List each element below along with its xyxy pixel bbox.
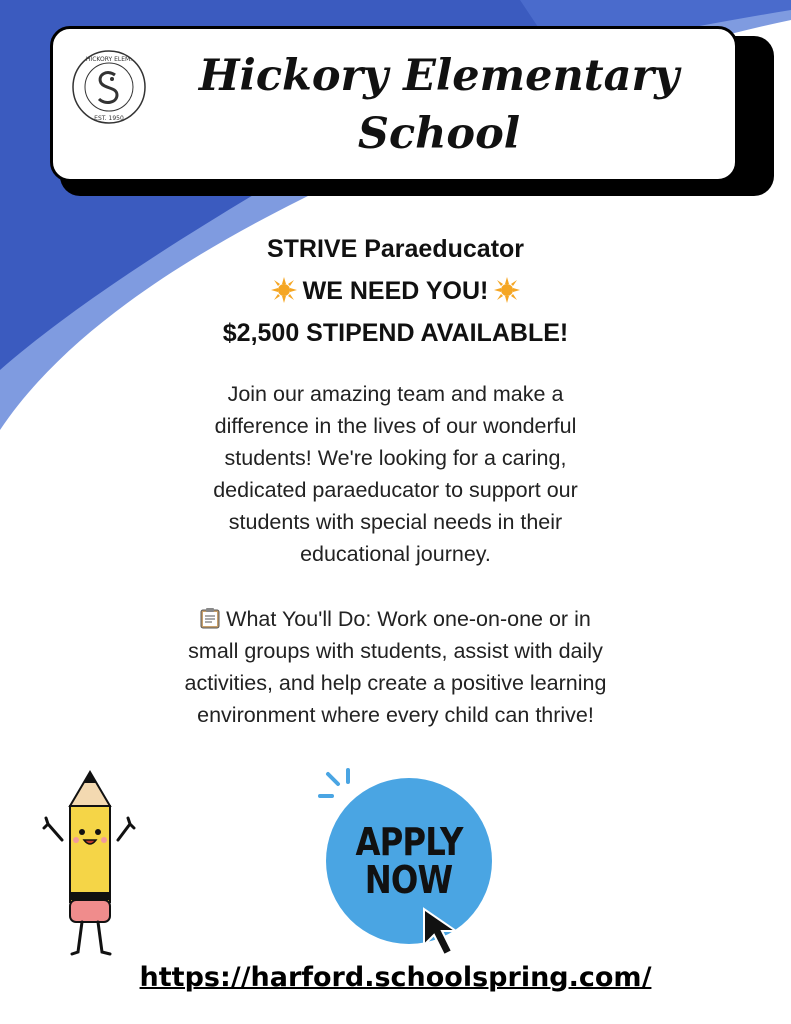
pencil-mascot-illustration [40,768,140,964]
sun-icon [271,277,297,303]
intro-paragraph [140,378,651,570]
intro-line: dedicated paraeducator to support our [213,478,578,502]
sun-icon [494,277,520,303]
school-seal-logo [71,49,147,125]
stipend-line: $2,500 STIPEND AVAILABLE! [222,319,569,347]
intro-line: educational journey. [300,542,491,566]
duties-line: environment where every child can thrive! [197,703,594,727]
svg-text:HICKORY ELEM.: HICKORY ELEM. [85,56,133,63]
application-link[interactable]: https://harford.schoolspring.com/ [139,962,652,993]
apply-label: APPLY [355,820,463,864]
now-label: NOW [365,858,453,902]
school-name-line2: School [357,109,521,159]
svg-text:EST. 1950: EST. 1950 [94,115,124,122]
call-line [0,270,791,312]
we-need-you: WE NEED YOU! [302,277,489,305]
school-name-line1: Hickory Elementary [198,51,680,101]
duties-line: activities, and help create a positive learning [184,671,607,695]
duties-line: small groups with students, assist with daily [188,639,603,663]
intro-line: students! We're looking for a caring, [224,446,567,470]
intro-line: students with special needs in their [228,510,563,534]
cursor-arrow-icon [420,905,464,959]
duties-line: What You'll Do: Work one-on-one or in [226,607,591,631]
header-card [50,26,738,182]
intro-line: difference in the lives of our wonderful [214,414,577,438]
clipboard-icon [200,607,220,629]
sparkle-lines-icon [318,766,362,806]
headline-block [0,228,791,354]
school-name [163,47,715,163]
job-title: STRIVE Paraeducator [266,235,525,263]
duties-line-first [128,603,663,635]
duties-paragraph [128,603,663,731]
intro-line: Join our amazing team and make a [227,382,564,406]
